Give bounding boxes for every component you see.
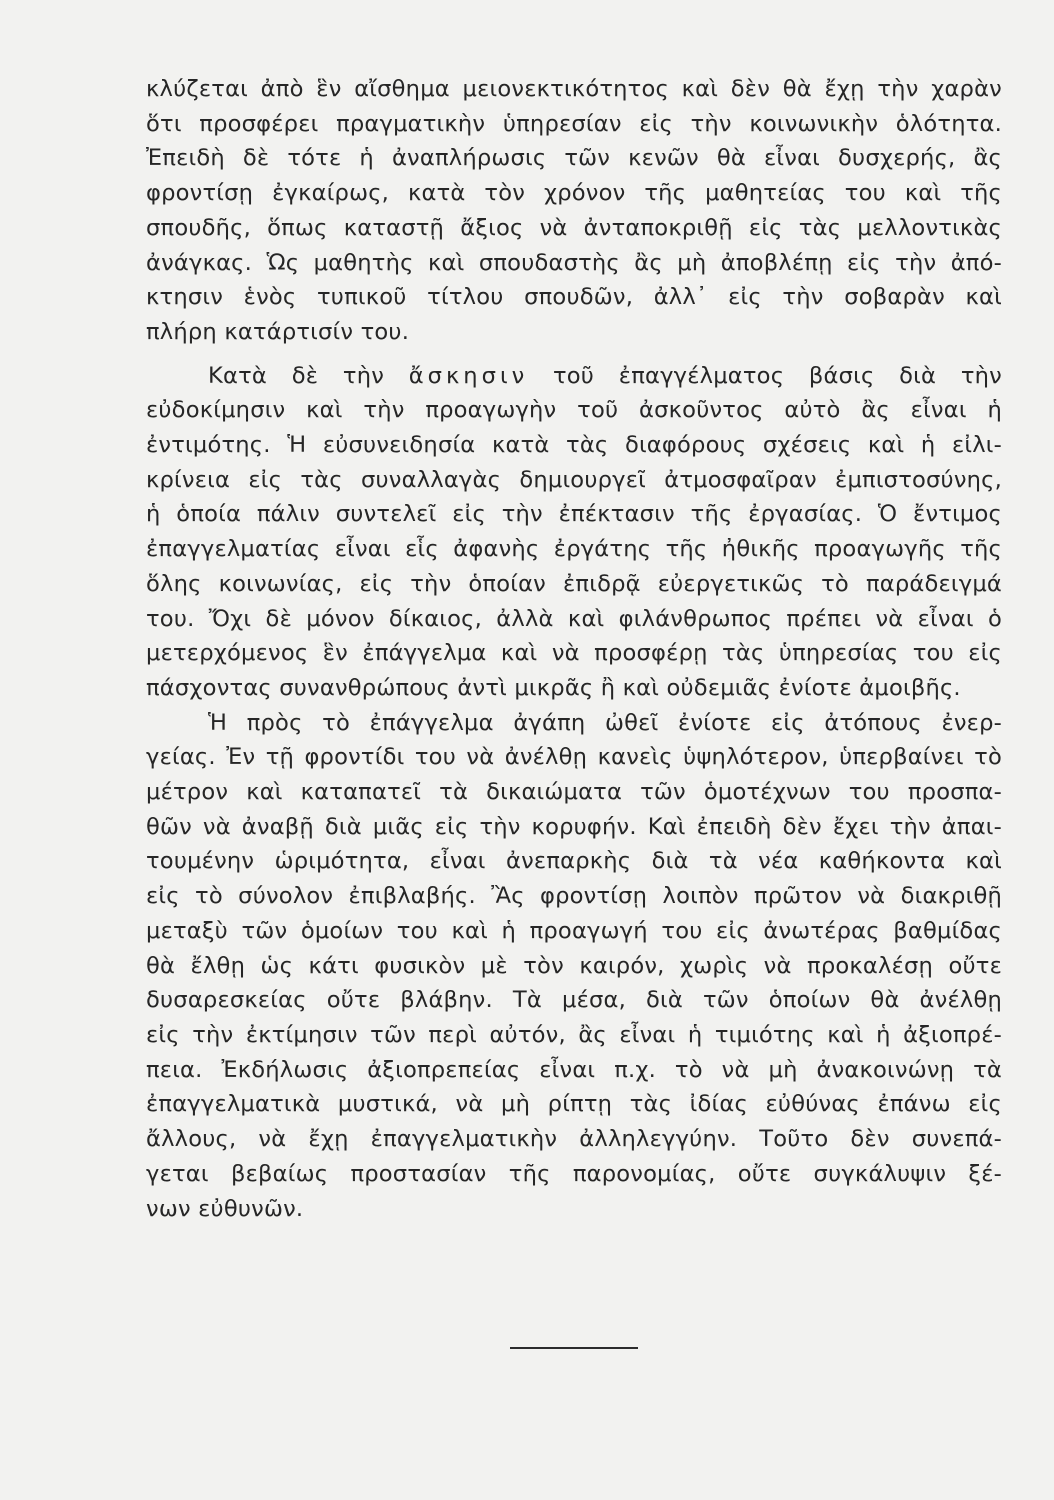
text-line: ἐπαγγελματικὰ μυστικά, νὰ μὴ ρίπτῃ τὰς ἰδίας εὐθύνας ἐπάνω εἰς [146,1091,1002,1118]
text-line: ἀνάγκας. Ὡς μαθητὴς καὶ σπουδαστὴς ἂς μὴ ἀποβλέπῃ εἰς τὴν ἀπό- [146,249,1002,276]
body-text [146,72,1002,1226]
text-line: φροντίσῃ ἐγκαίρως, κατὰ τὸν χρόνον τῆς μαθητείας του καὶ τῆς [146,180,1002,207]
spaced-emphasis-word: ἄσκησιν [408,362,529,389]
text-line: σπουδῆς, ὅπως καταστῇ ἄξιος νὰ ἀνταποκριθῇ εἰς τὰς μελλοντικὰς [146,214,1002,241]
paragraph-first-line: Ἡ πρὸς τὸ ἐπάγγελμα ἀγάπη ὠθεῖ ἐνίοτε εἰς ἀτόπους ἐνερ- [208,709,1002,736]
text-line: κλύζεται ἀπὸ ἓν αἴσθημα μειονεκτικότητος καὶ δὲν θὰ ἔχῃ τὴν χαρὰν [146,76,1002,102]
text-line: πλήρη κατάρτισίν του. [146,318,410,345]
text-line: του. Ὄχι δὲ μόνον δίκαιος, ἀλλὰ καὶ φιλάνθρωπος πρέπει νὰ εἶναι ὁ [146,605,1002,632]
text-line: νων εὐθυνῶν. [146,1195,304,1222]
text-line: τουμένην ὡριμότητα, εἶναι ἀνεπαρκὴς διὰ τὰ νέα καθήκοντα καὶ [146,848,1002,875]
text-line: ἐντιμότης. Ἡ εὐσυνειδησία κατὰ τὰς διαφόρους σχέσεις καὶ ἡ εἰλι- [146,432,1002,459]
text-line: θὰ ἔλθῃ ὡς κάτι φυσικὸν μὲ τὸν καιρόν, χωρὶς νὰ προκαλέσῃ οὔτε [146,952,1002,979]
paragraph-gap [146,350,1002,359]
text-line: θῶν νὰ ἀναβῇ διὰ μιᾶς εἰς τὴν κορυφήν. Καὶ ἐπειδὴ δὲν ἔχει τὴν ἀπαι- [146,813,1002,840]
text-line: κρίνεια εἰς τὰς συναλλαγὰς δημιουργεῖ ἀτμοσφαῖραν ἐμπιστοσύνης, [146,466,1002,493]
text-line: ὅτι προσφέρει πραγματικὴν ὑπηρεσίαν εἰς τὴν κοινωνικὴν ὁλότητα. [146,110,1002,137]
text-line: κτησιν ἑνὸς τυπικοῦ τίτλου σπουδῶν, ἀλλ᾽ εἰς τὴν σοβαρὰν καὶ [146,284,1002,311]
text-line: ἄλλους, νὰ ἔχῃ ἐπαγγελματικὴν ἀλληλεγγύην. Τοῦτο δὲν συνεπά- [146,1126,1002,1153]
text-line: γεται βεβαίως προστασίαν τῆς παρονομίας, οὔτε συγκάλυψιν ξέ- [146,1160,1002,1187]
text-line: εὐδοκίμησιν καὶ τὴν προαγωγὴν τοῦ ἀσκοῦντος αὐτὸ ἂς εἶναι ἡ [146,397,1002,424]
text-line: πάσχοντας συνανθρώπους ἀντὶ μικρᾶς ἢ καὶ οὐδεμιᾶς ἐνίοτε ἀμοιβῆς. [146,674,961,701]
text-line: εἰς τὸ σύνολον ἐπιβλαβής. Ἂς φροντίσῃ λοιπὸν πρῶτον νὰ διακριθῇ [146,883,1002,910]
text-line: Ἐπειδὴ δὲ τότε ἡ ἀναπλήρωσις τῶν κενῶν θὰ εἶναι δυσχερής, ἂς [146,145,1002,172]
text-line: μέτρον καὶ καταπατεῖ τὰ δικαιώματα τῶν ὁμοτέχνων του προσπα- [146,779,1002,806]
text-line: ὅλης κοινωνίας, εἰς τὴν ὁποίαν ἐπιδρᾷ εὐεργετικῶς τὸ παράδειγμά [146,570,1002,597]
text-line: εἰς τὴν ἐκτίμησιν τῶν περὶ αὐτόν, ἂς εἶναι ἡ τιμιότης καὶ ἡ ἀξιοπρέ- [146,1021,1002,1048]
text-line: μεταξὺ τῶν ὁμοίων του καὶ ἡ προαγωγή του εἰς ἀνωτέρας βαθμίδας [146,917,1002,944]
text-line: ἐπαγγελματίας εἶναι εἷς ἀφανὴς ἐργάτης τῆς ἠθικῆς προαγωγῆς τῆς [146,536,1002,563]
section-divider-rule [510,1347,638,1349]
paragraph-first-line [146,359,1002,394]
text-line: ἡ ὁποία πάλιν συντελεῖ εἰς τὴν ἐπέκτασιν τῆς ἐργασίας. Ὁ ἔντιμος [146,501,1002,528]
text-line: πεια. Ἐκδήλωσις ἀξιοπρεπείας εἶναι π.χ. τὸ νὰ μὴ ἀνακοινώνῃ τὰ [146,1056,1002,1083]
text-line: μετερχόμενος ἓν ἐπάγγελμα καὶ νὰ προσφέρῃ τὰς ὑπηρεσίας του εἰς [146,640,1002,667]
text-line: δυσαρεσκείας οὔτε βλάβην. Τὰ μέσα, διὰ τῶν ὁποίων θὰ ἀνέλθῃ [146,987,1002,1014]
text-line: γείας. Ἐν τῇ φροντίδι του νὰ ἀνέλθῃ κανεὶς ὑψηλότερον, ὑπερβαίνει τὸ [146,744,1002,771]
text-run: τοῦ ἐπαγγέλματος βάσις διὰ τὴν [528,362,1002,389]
text-run: Κατὰ δὲ τὴν [208,362,409,389]
